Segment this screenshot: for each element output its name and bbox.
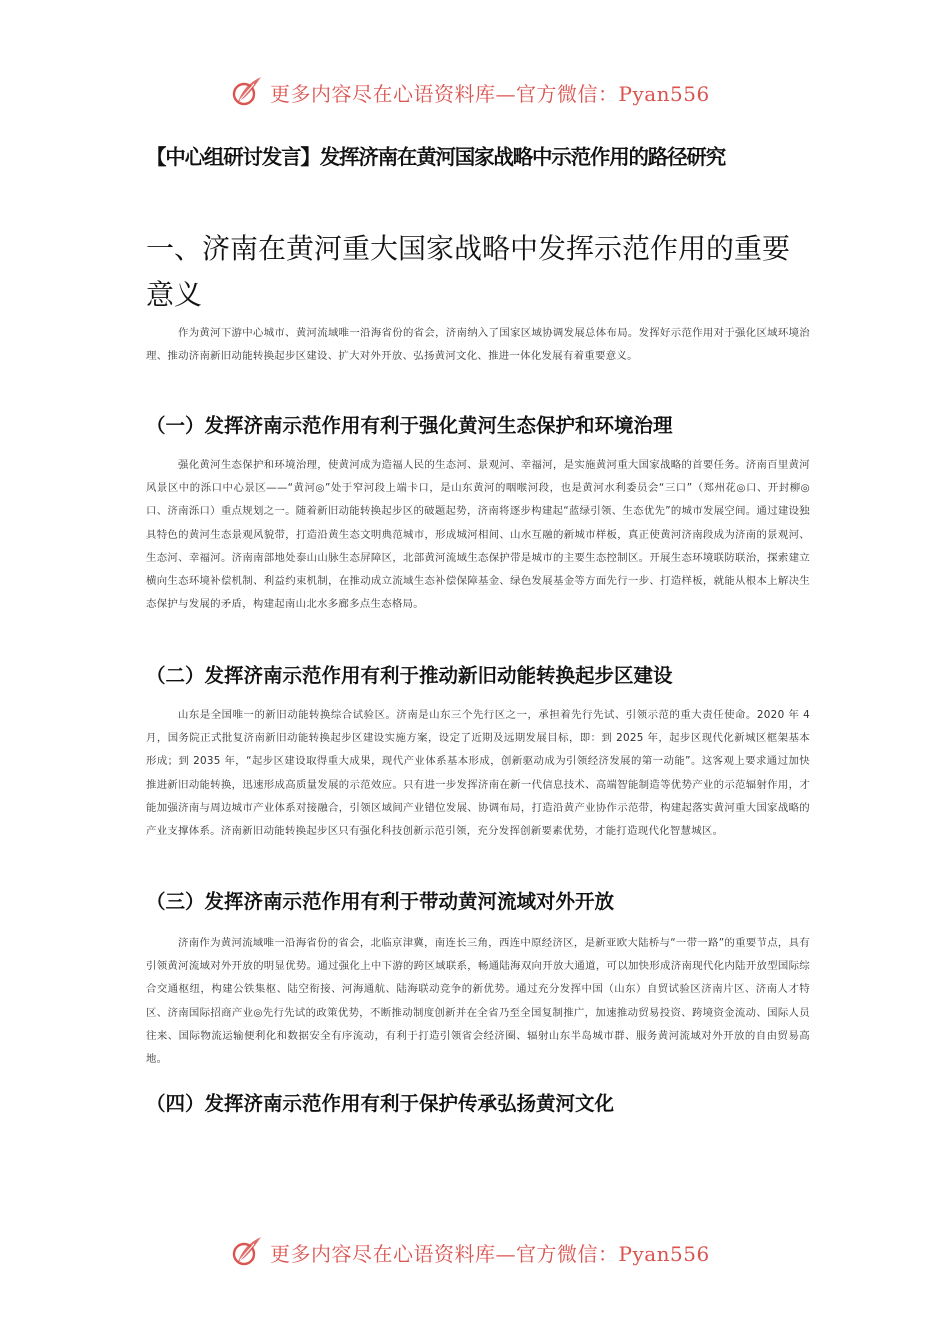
- feather-logo-icon: [228, 74, 264, 110]
- subsection-paragraph: 强化黄河生态保护和环境治理，使黄河成为造福人民的生态河、景观河、幸福河，是实施黄河重大国家战略的首要任务。济南百里黄河风景区中的泺口中心景区——“黄河◎”处于窄河段上端卡口，是山东黄河的咽喉河段，也是黄河水利委员会“三口”（郑州花◎口、开封柳◎口、济南泺口）重点规划之一。随着新旧动能转换起步区的破题起势，济南将逐步构建起“蓝绿引领、生态优先”的城市发展空间。通过建设独具特色的黄河生态景观风貌带，打造沿黄生态文明典范城市，形成城河相间、山水互融的新城市样板，真正使黄河济南段成为济南的景观河、生态河、幸福河。济南南部地处泰山山脉生态屏障区，北部黄河流域生态保护带是城市的主要生态控制区。开展生态环境联防联治，探索建立横向生态环境补偿机制、利益约束机制，在推动成立流域生态补偿保障基金、绿色发展基金等方面先行一步、打造样板，就能从根本上解决生态保护与发展的矛盾，构建起南山北水多廊多点生态格局。: [146, 459, 810, 611]
- banner-text: 更多内容尽在心语资料库—官方微信：Pyan556: [270, 1241, 710, 1266]
- banner-text: 更多内容尽在心语资料库—官方微信：Pyan556: [270, 81, 710, 106]
- section-title: 一、济南在黄河重大国家战略中发挥示范作用的重要意义: [146, 232, 791, 311]
- subsection-heading: （三）发挥济南示范作用有利于带动黄河流域对外开放: [146, 890, 615, 913]
- intro-paragraph: 作为黄河下游中心城市、黄河流域唯一沿海省份的省会，济南纳入了国家区域协调发展总体布局。发挥好示范作用对于强化区域环境治理、推动济南新旧动能转换起步区建设、扩大对外开放、弘扬黄河文化、推进一体化发展有着重要意义。: [146, 327, 810, 363]
- subsection-heading: （四）发挥济南示范作用有利于保护传承弘扬黄河文化: [146, 1092, 615, 1115]
- feather-logo-icon: [228, 1234, 264, 1270]
- header-banner: [228, 72, 728, 112]
- subsection-heading: （二）发挥济南示范作用有利于推动新旧动能转换起步区建设: [146, 664, 673, 687]
- subsection-paragraph: 济南作为黄河流域唯一沿海省份的省会，北临京津冀，南连长三角，西连中原经济区，是新亚欧大陆桥与“一带一路”的重要节点，具有引领黄河流域对外开放的明显优势。通过强化上中下游的跨区域联系，畅通陆海双向开放大通道，可以加快形成济南现代化内陆开放型国际综合交通枢纽，构建公铁集枢、陆空衔接、河海通航、陆海联动竞争的新优势。通过充分发挥中国（山东）自贸试验区济南片区、济南人才特区、济南国际招商产业◎先行先试的政策优势，不断推动制度创新并在全省乃至全国复制推广，加速推动贸易投资、跨境资金流动、国际人员往来、国际物流运输便利化和数据安全有序流动，有利于打造引领省会经济圈、辐射山东半岛城市群、服务黄河流域对外开放的自由贸易高地。: [146, 937, 810, 1066]
- subsection-heading: （一）发挥济南示范作用有利于强化黄河生态保护和环境治理: [146, 414, 673, 437]
- document-title: 【中心组研讨发言】发挥济南在黄河国家战略中示范作用的路径研究: [146, 145, 725, 169]
- footer-banner: [228, 1232, 728, 1272]
- subsection-paragraph: 山东是全国唯一的新旧动能转换综合试验区。济南是山东三个先行区之一，承担着先行先试、引领示范的重大责任使命。2020 年 4 月，国务院正式批复济南新旧动能转换起步区建设实施方案，设定了近期及远期发展目标，即：到 2025 年，起步区现代化新城区框架基本形成；到 2035 年，“起步区建设取得重大成果，现代产业体系基本形成，创新驱动成为引领经济发展的第一动能”。这客观上要求通过加快推进新旧动能转换，迅速形成高质量发展的示范效应。只有进一步发挥济南在新一代信息技术、高端智能制造等优势产业的示范辐射作用，才能加强济南与周边城市产业体系对接融合，引领区域间产业错位发展、协调布局，打造沿黄产业协作示范带，构建起落实黄河重大国家战略的产业支撑体系。济南新旧动能转换起步区只有强化科技创新示范引领，充分发挥创新要素优势，才能打造现代化智慧城区。: [146, 709, 810, 838]
